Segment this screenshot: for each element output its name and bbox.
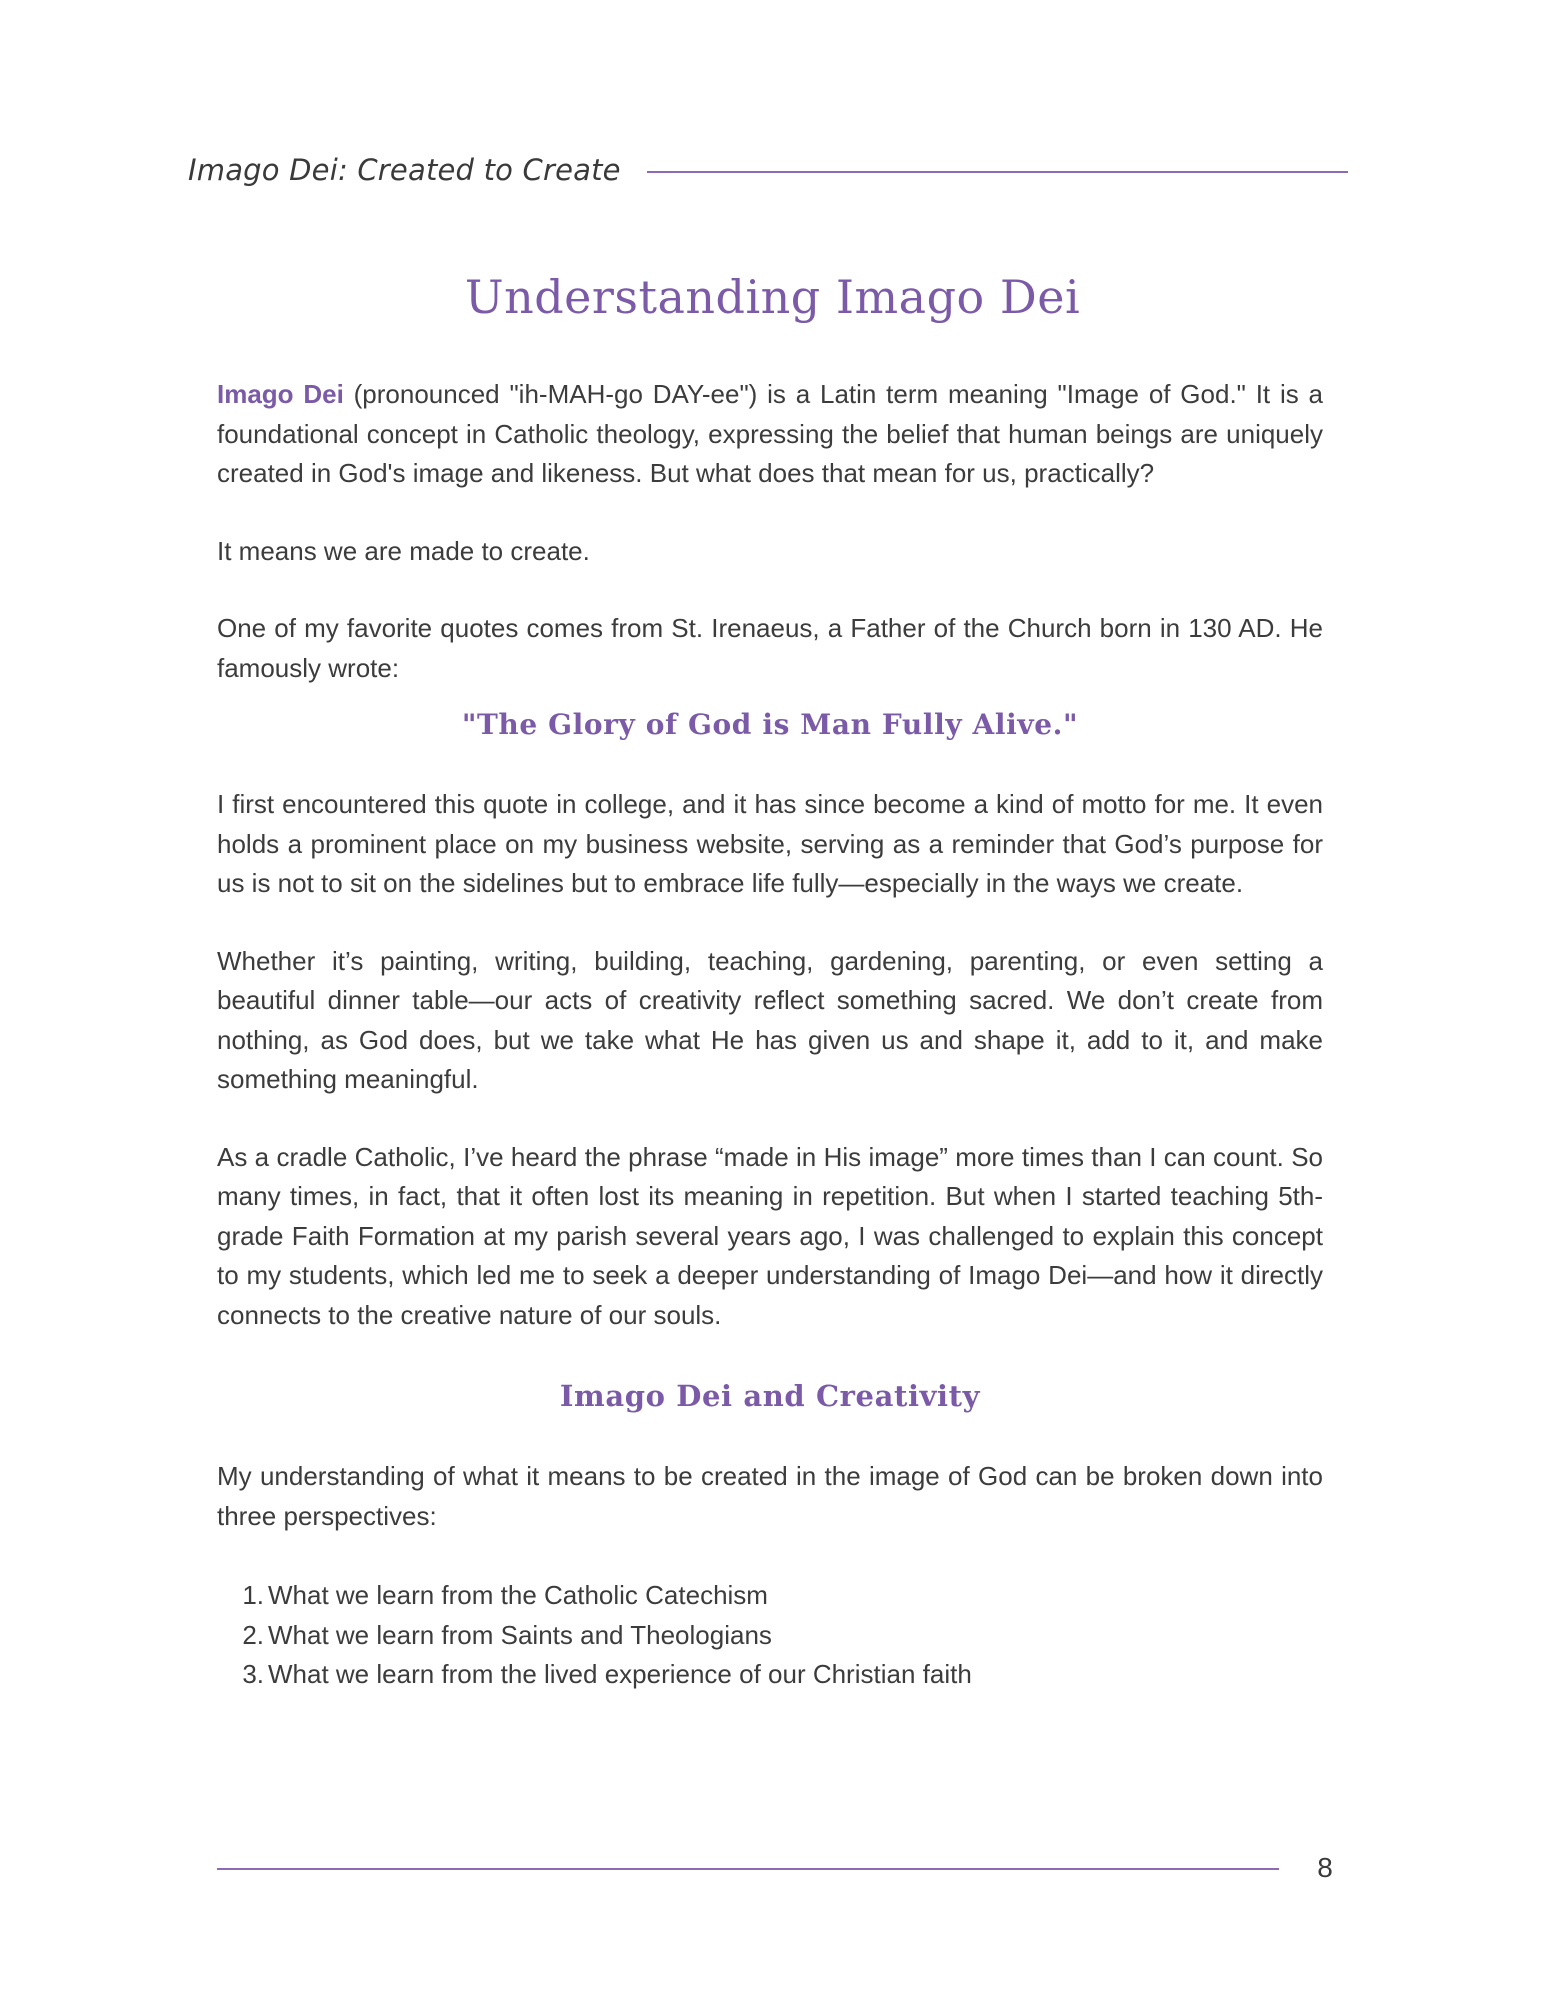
list-item-number: 2. <box>242 1619 264 1650</box>
list-item-number: 1. <box>242 1580 264 1610</box>
cradle-catholic-paragraph: As a cradle Catholic, I’ve heard the phrase “made in His image” more times than I can count. So many times, in fact, that it often lost its meaning in repetition. But when I started teaching 5th-grade Faith Formation at my parish several years ago, I was challenged to explain this concept to my students, which led me to seek a deeper understanding of Imago Dei—and how it directly connects to the creative nature of our souls. <box>217 1141 1323 1330</box>
irenaeus-paragraph: One of my favorite quotes comes from St. Irenaeus, a Father of the Church born in 130 AD. He famously wrote: <box>217 613 1323 683</box>
perspectives-intro-paragraph: My understanding of what it means to be created in the image of God can be broken down into three perspectives: <box>217 1461 1323 1531</box>
made-to-create-paragraph: It means we are made to create. <box>217 535 590 566</box>
running-header <box>188 150 1348 190</box>
section-heading: Imago Dei and Creativity <box>559 1379 981 1413</box>
intro-paragraph <box>217 375 1323 494</box>
list-item-text: What we learn from the Catholic Catechism <box>268 1580 768 1610</box>
irenaeus-quote: "The Glory of God is Man Fully Alive." <box>461 708 1079 741</box>
intro-text: (pronounced "ih-MAH-go DAY-ee") is a Latin term meaning "Image of God." It is a foundational concept in Catholic theology, expressing the belief that human beings are uniquely created in God's image and likeness. But what does that mean for us, practically? <box>217 379 1324 488</box>
list-item-text: What we learn from Saints and Theologians <box>268 1619 772 1650</box>
list-item-text: What we learn from the lived experience of our Christian faith <box>268 1659 972 1689</box>
list-item <box>239 1576 1323 1616</box>
footer-rule <box>217 1868 1279 1870</box>
creativity-paragraph: Whether it’s painting, writing, building, teaching, gardening, parenting, or even setting a beautiful dinner table—our acts of creativity reflect something sacred. We don’t create from nothing, as God does, but we take what He has given us and shape it, add to it, and make something meaningful. <box>217 945 1323 1094</box>
page-title: Understanding Imago Dei <box>464 270 1081 324</box>
motto-paragraph: I first encountered this quote in college, and it has since become a kind of motto for me. It even holds a prominent place on my business website, serving as a reminder that God’s purpose for us is not to sit on the sidelines but to embrace life fully—especially in the ways we create. <box>217 789 1323 898</box>
list-item-number: 3. <box>242 1659 264 1689</box>
page-number: 8 <box>1317 1852 1333 1883</box>
header-rule <box>647 171 1348 173</box>
running-title: Imago Dei: Created to Create <box>188 153 621 187</box>
perspectives-list <box>217 1576 1323 1695</box>
list-item <box>239 1655 1323 1695</box>
page-body <box>217 375 1323 1695</box>
imago-dei-term: Imago Dei <box>217 379 344 409</box>
list-item <box>239 1616 1323 1656</box>
